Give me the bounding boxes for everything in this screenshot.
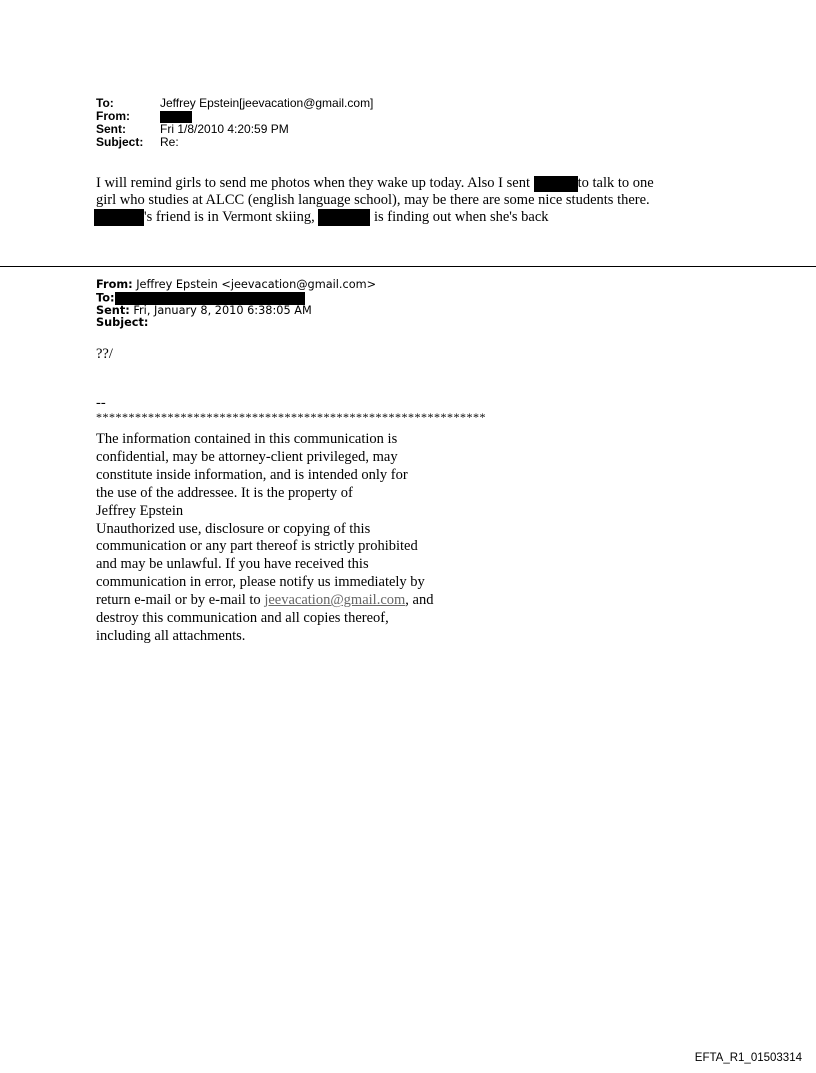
from-label: From: bbox=[96, 278, 133, 291]
email-link[interactable]: jeevacation@gmail.com bbox=[264, 592, 406, 609]
disclaimer-line: Unauthorized use, disclosure or copying of this bbox=[96, 520, 371, 537]
disclaimer-line: The information contained in this communication is bbox=[96, 431, 398, 447]
email1-header bbox=[96, 97, 373, 149]
disclaimer-text: return e-mail or by e-mail to bbox=[96, 592, 265, 609]
disclaimer-line: communication or any part thereof is strictly prohibited bbox=[96, 538, 418, 555]
from-label: From: bbox=[96, 109, 130, 123]
from-value: Jeffrey Epstein <jeevacation@gmail.com> bbox=[132, 278, 377, 291]
disclaimer-text: , and bbox=[405, 592, 434, 609]
signature-stars: ************************************************************ bbox=[96, 410, 486, 424]
email1-body bbox=[96, 175, 786, 226]
disclaimer-line: Jeffrey Epstein bbox=[96, 502, 184, 519]
separator-line bbox=[0, 266, 816, 267]
disclaimer-line: communication in error, please notify us immediately by bbox=[96, 574, 425, 591]
email2-subject-row bbox=[96, 317, 376, 330]
disclaimer bbox=[96, 431, 433, 646]
body-text: 's friend is in Vermont skiing, bbox=[144, 209, 319, 225]
email2-header bbox=[96, 279, 376, 330]
sent-value: Fri, January 8, 2010 6:38:05 AM bbox=[129, 303, 312, 317]
sent-label: Sent: bbox=[96, 303, 130, 317]
disclaimer-line: constitute inside information, and is intended only for bbox=[96, 466, 408, 483]
disclaimer-line: destroy this communication and all copies thereof, bbox=[96, 610, 389, 627]
body-text: is finding out when she's back bbox=[370, 209, 549, 225]
document-id: EFTA_R1_01503314 bbox=[694, 1052, 802, 1064]
sent-value: Fri 1/8/2010 4:20:59 PM bbox=[160, 122, 289, 136]
disclaimer-line: the use of the addressee. It is the property of bbox=[96, 484, 353, 501]
signature-dashes: -- bbox=[96, 395, 106, 411]
disclaimer-line bbox=[96, 592, 433, 610]
body-line: girl who studies at ALCC (english language school), may be there are some nice students there. bbox=[96, 192, 650, 208]
body-text: I will remind girls to send me photos when they wake up today. Also I sent bbox=[96, 175, 534, 191]
to-label: To: bbox=[96, 291, 115, 304]
email1-subject-row bbox=[96, 136, 373, 149]
body-line bbox=[96, 175, 786, 192]
to-label: To: bbox=[96, 96, 114, 110]
subject-label: Subject: bbox=[96, 135, 144, 149]
redaction-box bbox=[534, 176, 578, 192]
disclaimer-line: and may be unlawful. If you have received this bbox=[96, 556, 369, 573]
body-text: to talk to one bbox=[577, 175, 654, 191]
email1-to-row bbox=[96, 97, 373, 110]
subject-label: Subject: bbox=[96, 316, 149, 329]
subject-value: Re: bbox=[160, 135, 179, 149]
disclaimer-line: including all attachments. bbox=[96, 627, 246, 644]
disclaimer-line: confidential, may be attorney-client privileged, may bbox=[96, 448, 398, 465]
email2-body-text: ??/ bbox=[96, 346, 113, 362]
email2-from-row bbox=[96, 279, 376, 292]
redaction-box bbox=[94, 209, 144, 226]
sent-label: Sent: bbox=[96, 122, 126, 136]
redaction-box bbox=[318, 209, 370, 226]
body-line bbox=[96, 209, 786, 226]
to-value: Jeffrey Epstein[jeevacation@gmail.com] bbox=[160, 96, 374, 110]
